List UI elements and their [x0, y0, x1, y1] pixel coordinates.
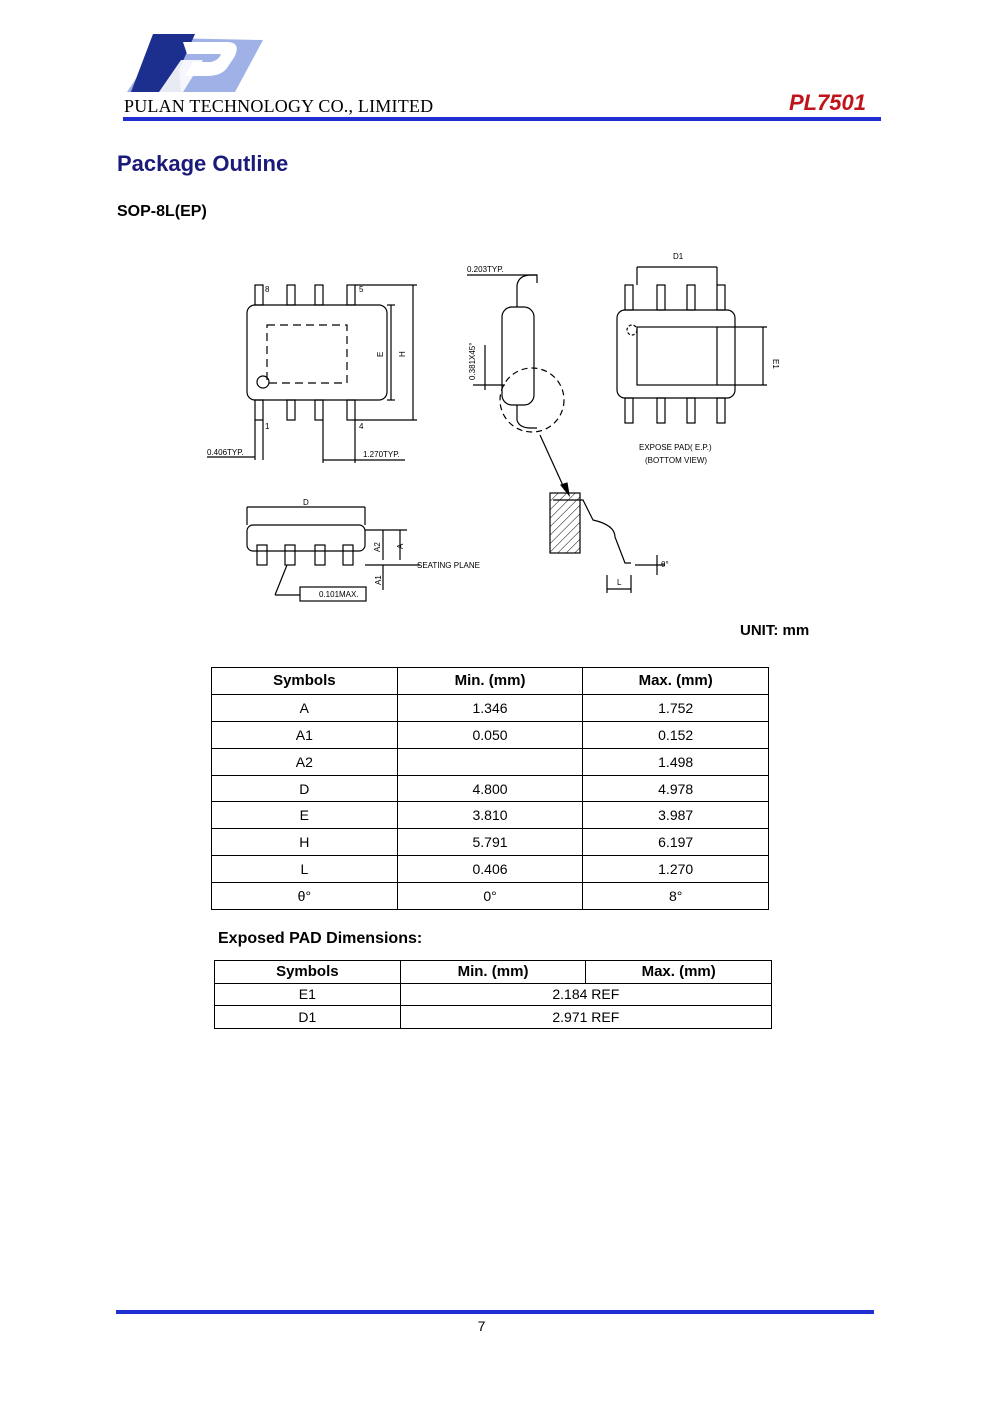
- label-seating-plane: SEATING PLANE: [417, 561, 480, 570]
- dimension-table: [211, 667, 769, 910]
- cell-min: 3.810: [397, 802, 583, 829]
- cell-max: 3.987: [583, 802, 769, 829]
- cell-symbol: E: [212, 802, 398, 829]
- cell-value: 2.971 REF: [400, 1006, 771, 1029]
- footer-rule: [116, 1310, 874, 1314]
- cell-symbol: H: [212, 829, 398, 856]
- cell-min: 0°: [397, 883, 583, 910]
- top-view: [207, 285, 417, 463]
- col-symbols: Symbols: [212, 668, 398, 695]
- page-number: 7: [477, 1318, 486, 1334]
- table-row: [215, 1006, 772, 1029]
- label-h: H: [398, 351, 407, 357]
- cell-max: 6.197: [583, 829, 769, 856]
- unit-label: UNIT: mm: [740, 622, 810, 639]
- table-row: [212, 829, 769, 856]
- cell-min: 4.800: [397, 775, 583, 802]
- cell-value: 2.184 REF: [400, 983, 771, 1006]
- table-row: [212, 748, 769, 775]
- exposed-pad-table: [214, 960, 772, 1029]
- label-d1: D1: [673, 252, 684, 261]
- cell-min: 1.346: [397, 694, 583, 721]
- label-e: E: [376, 351, 385, 357]
- label-l: L: [617, 578, 622, 587]
- table-row: [212, 694, 769, 721]
- label-pin5: 5: [359, 285, 364, 294]
- bottom-view: [617, 267, 767, 423]
- cell-max: 1.752: [583, 694, 769, 721]
- cell-max: 8°: [583, 883, 769, 910]
- exposed-pad-title: Exposed PAD Dimensions:: [218, 930, 423, 947]
- cell-max: 1.270: [583, 856, 769, 883]
- label-chamfer: 0.381X45°: [468, 342, 477, 380]
- label-pin4: 4: [359, 422, 364, 431]
- cell-symbol: L: [212, 856, 398, 883]
- cell-symbol: θ°: [212, 883, 398, 910]
- cell-symbol: D: [212, 775, 398, 802]
- package-name: SOP-8L(EP): [117, 203, 207, 220]
- cell-symbol: A1: [212, 721, 398, 748]
- label-flatness: 0.101MAX.: [319, 590, 359, 599]
- table-header-row: [215, 961, 772, 984]
- label-theta: θ°: [661, 560, 669, 569]
- label-pin1: 1: [265, 422, 270, 431]
- page-title: Package Outline: [117, 151, 289, 176]
- package-outline-drawing: [195, 245, 835, 610]
- cell-min: [397, 748, 583, 775]
- label-0406typ: 0.406TYP.: [207, 448, 244, 457]
- col-min: Min. (mm): [397, 668, 583, 695]
- cell-min: 0.406: [397, 856, 583, 883]
- company-logo: [123, 30, 263, 98]
- table-row: [212, 883, 769, 910]
- label-1270typ: 1.270TYP.: [363, 450, 400, 459]
- label-expose-pad: EXPOSE PAD( E.P.): [639, 443, 712, 452]
- label-a1: A1: [374, 575, 383, 585]
- label-d: D: [303, 498, 309, 507]
- cell-symbol: D1: [215, 1006, 401, 1029]
- label-0203typ: 0.203TYP.: [467, 265, 504, 274]
- cell-symbol: A: [212, 694, 398, 721]
- table-header-row: [212, 668, 769, 695]
- table-row: [212, 856, 769, 883]
- table-row: [215, 983, 772, 1006]
- label-bottom-view: (BOTTOM VIEW): [645, 456, 708, 465]
- cell-max: 0.152: [583, 721, 769, 748]
- col-max: Max. (mm): [586, 961, 772, 984]
- col-symbols: Symbols: [215, 961, 401, 984]
- col-max: Max. (mm): [583, 668, 769, 695]
- cell-symbol: A2: [212, 748, 398, 775]
- side-view: [467, 275, 569, 495]
- header-rule: [123, 117, 881, 121]
- company-name: PULAN TECHNOLOGY CO., LIMITED: [124, 96, 434, 116]
- cell-symbol: E1: [215, 983, 401, 1006]
- label-a: A: [396, 543, 405, 549]
- lead-detail: [550, 493, 665, 593]
- label-a2: A2: [373, 542, 382, 552]
- front-view: [247, 507, 420, 601]
- cell-max: 1.498: [583, 748, 769, 775]
- table-row: [212, 775, 769, 802]
- table-row: [212, 802, 769, 829]
- cell-max: 4.978: [583, 775, 769, 802]
- label-pin8: 8: [265, 285, 270, 294]
- part-number: PL7501: [788, 90, 866, 115]
- label-e1: E1: [771, 359, 780, 369]
- cell-min: 0.050: [397, 721, 583, 748]
- col-min: Min. (mm): [400, 961, 586, 984]
- cell-min: 5.791: [397, 829, 583, 856]
- table-row: [212, 721, 769, 748]
